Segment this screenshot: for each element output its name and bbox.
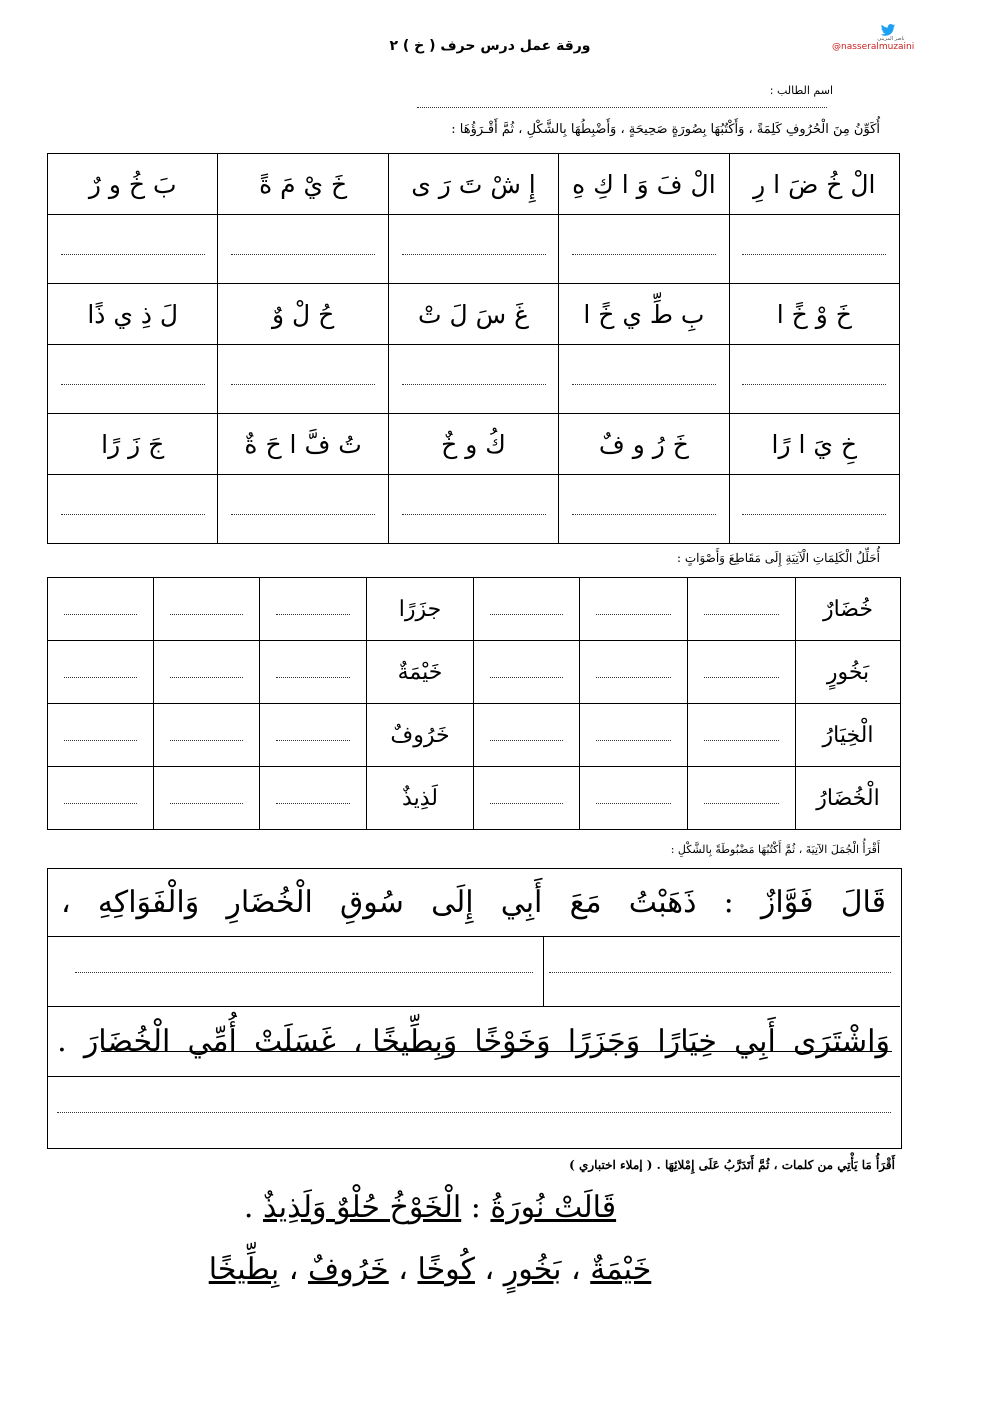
divider xyxy=(47,1076,900,1077)
letters-row xyxy=(48,414,900,475)
twitter-badge xyxy=(832,24,938,52)
syllable-cell[interactable] xyxy=(260,578,367,641)
sentence-word: الْخُضَارَ xyxy=(83,1023,171,1059)
letters-cell: لَ ذِ ي ذًا xyxy=(48,284,218,345)
letters-cell: جَ زَ رًا xyxy=(48,414,218,475)
student-name-label: اسم الطالب : xyxy=(769,84,833,97)
syllable-cell[interactable] xyxy=(688,767,796,830)
sentence-word: وَبِطِّيخًا ، xyxy=(353,1023,458,1059)
syllable-cell[interactable] xyxy=(48,704,154,767)
sentence-word: سُوقِ xyxy=(339,884,404,920)
syllable-cell[interactable] xyxy=(260,641,367,704)
sentence-word: ذَهَبْتُ xyxy=(628,884,697,920)
student-name-line[interactable] xyxy=(417,97,827,108)
answer-cell[interactable] xyxy=(218,345,388,414)
letters-cell: خَ يْ مَ ةً xyxy=(218,154,388,215)
letters-cell: بِ طِّ ي خً ا xyxy=(559,284,729,345)
syllable-cell[interactable] xyxy=(154,767,260,830)
sentence-word: أَبِي xyxy=(500,884,543,920)
syllable-cell[interactable] xyxy=(688,641,796,704)
dictation-word: بَخُورٍ xyxy=(503,1252,562,1287)
dictation-line-1 xyxy=(150,1190,710,1225)
dictation-punct: . xyxy=(243,1190,254,1225)
write-line[interactable] xyxy=(57,1112,891,1113)
answer-row xyxy=(48,215,900,284)
section4-instruction: أَقْرَأُ مَا يَأْتِي من كلمات ، ثُمَّ أَتَدَرَّبُ عَلَى إِمْلائِهَا . ( إملاء اختباري ) xyxy=(569,1158,895,1172)
answer-cell[interactable] xyxy=(48,345,218,414)
syllable-cell[interactable] xyxy=(48,767,154,830)
syllable-cell[interactable] xyxy=(474,641,580,704)
letters-cell: إِ شْ تَ رَ ى xyxy=(388,154,558,215)
syllable-cell[interactable] xyxy=(580,767,688,830)
dictation-punct: : xyxy=(470,1190,481,1225)
dictation-punct: ، xyxy=(571,1252,581,1287)
divider xyxy=(47,936,900,937)
sentence-word: وَخَوْخًا xyxy=(474,1023,551,1059)
sentence-word: إِلَى xyxy=(431,884,474,920)
word-cell: خُضَارٌ xyxy=(796,578,901,641)
syllables-row xyxy=(48,704,901,767)
student-name-row xyxy=(355,84,833,111)
syllable-cell[interactable] xyxy=(474,578,580,641)
sentence-word: : xyxy=(723,884,734,920)
dictation-word: خَيْمَةٌ xyxy=(590,1252,652,1287)
syllable-cell[interactable] xyxy=(48,641,154,704)
answer-cell[interactable] xyxy=(729,475,899,544)
answer-row xyxy=(48,475,900,544)
word-cell: لَذِيذٌ xyxy=(367,767,474,830)
answer-cell[interactable] xyxy=(559,345,729,414)
sentence-word: أُمِّي xyxy=(187,1023,237,1059)
letters-cell: الْ فَ وَ ا كِ هِ xyxy=(559,154,729,215)
word-cell: جزَرًا xyxy=(367,578,474,641)
letters-cell: حُ لْ وٌ xyxy=(218,284,388,345)
letters-table xyxy=(47,153,900,544)
sentence-word: . xyxy=(57,1023,67,1059)
dictation-punct: ، xyxy=(288,1252,299,1287)
syllable-cell[interactable] xyxy=(154,578,260,641)
write-line[interactable] xyxy=(75,972,533,973)
answer-cell[interactable] xyxy=(48,215,218,284)
syllable-cell[interactable] xyxy=(154,704,260,767)
letters-cell: بَ خُ و رٌ xyxy=(48,154,218,215)
word-cell: الْخُضَارُ xyxy=(796,767,901,830)
answer-cell[interactable] xyxy=(559,215,729,284)
letters-row xyxy=(48,284,900,345)
sentence-word: فَوَّازٌ xyxy=(760,884,814,920)
sentence-1 xyxy=(47,868,900,936)
answer-cell[interactable] xyxy=(388,215,558,284)
sentence-word: خِيَارًا xyxy=(657,1023,717,1059)
syllable-cell[interactable] xyxy=(474,704,580,767)
syllable-cell[interactable] xyxy=(688,704,796,767)
answer-cell[interactable] xyxy=(729,215,899,284)
answer-cell[interactable] xyxy=(48,475,218,544)
section2-instruction: أُحَلِّلُ الْكَلِمَاتِ الْآتِيَةِ إِلَى مَقَاطِعَ وَأَصْوَاتٍ : xyxy=(676,551,880,565)
write-line[interactable] xyxy=(549,972,891,973)
answer-cell[interactable] xyxy=(218,475,388,544)
syllable-cell[interactable] xyxy=(474,767,580,830)
letters-cell: خَ رُ و فٌ xyxy=(559,414,729,475)
sentence-word: أَبِي xyxy=(734,1023,776,1059)
section3-instruction: أَقْرَأُ الْجُمَلَ الآتِيَةَ ، ثُمَّ أَكْتُبُهَا مَضْبُوطَةً بِالشَّكْلِ : xyxy=(670,843,880,856)
syllable-cell[interactable] xyxy=(580,578,688,641)
syllable-cell[interactable] xyxy=(260,767,367,830)
divider xyxy=(543,937,544,1006)
twitter-name: ناصر المزيني xyxy=(877,36,905,42)
dictation-word: كُوخًا xyxy=(417,1252,475,1287)
answer-cell[interactable] xyxy=(729,345,899,414)
sentence-word: وَاشْتَرَى xyxy=(792,1023,890,1059)
letters-cell: غَ سَ لَ تْ xyxy=(388,284,558,345)
section1-instruction: أُكَوِّنُ مِنَ الْحُرُوفِ كَلِمَةً ، وَأَكْتُبُهَا بِصُورَةٍ صَحِيحَةٍ ، وَأَضْبِطُهَا بِالشَّكْلِ ، ثُمَّ أَقْـرَؤُهَا : xyxy=(451,122,880,137)
syllables-row xyxy=(48,641,901,704)
dictation-phrase: قَالَتْ نُورَةُ xyxy=(490,1190,617,1225)
syllable-cell[interactable] xyxy=(580,704,688,767)
dictation-phrase: الْخَوْخُ حُلْوٌ وَلَذِيذٌ xyxy=(262,1190,462,1225)
syllable-cell[interactable] xyxy=(260,704,367,767)
answer-cell[interactable] xyxy=(388,475,558,544)
answer-row xyxy=(48,345,900,414)
letters-cell: تُ فَّ ا حَ ةٌ xyxy=(218,414,388,475)
answer-cell[interactable] xyxy=(388,345,558,414)
sentence-word: غَسَلَتْ xyxy=(254,1023,336,1059)
twitter-bird-icon xyxy=(880,24,896,36)
letters-row xyxy=(48,154,900,215)
twitter-handle: @nasseralmuzaini xyxy=(832,42,915,52)
syllables-table xyxy=(47,577,901,830)
answer-cell[interactable] xyxy=(559,475,729,544)
syllables-row xyxy=(48,767,901,830)
answer-cell[interactable] xyxy=(218,215,388,284)
sentence-word: ، xyxy=(61,884,71,920)
sentence-word: الْخُضَارِ xyxy=(226,884,313,920)
sentence-2 xyxy=(47,1006,900,1076)
sentence-word: وَجَزَرًا xyxy=(567,1023,641,1059)
syllable-cell[interactable] xyxy=(48,578,154,641)
dictation-punct: ، xyxy=(398,1252,408,1287)
word-cell: خَرُوفٌ xyxy=(367,704,474,767)
syllable-cell[interactable] xyxy=(154,641,260,704)
syllables-row xyxy=(48,578,901,641)
sentence-word: قَالَ xyxy=(840,884,886,920)
word-cell: الْخِيَارُ xyxy=(796,704,901,767)
letters-cell: خِ يَ ا رًا xyxy=(729,414,899,475)
word-cell: بَخُورٍ xyxy=(796,641,901,704)
page-title: ورقة عمل درس حرف ( خ ) ٢ xyxy=(389,38,591,54)
sentence-word: مَعَ xyxy=(569,884,602,920)
dictation-punct: ، xyxy=(484,1252,495,1287)
syllable-cell[interactable] xyxy=(688,578,796,641)
dictation-word: خَرُوفٌ xyxy=(308,1252,389,1287)
word-cell: خَيْمَةٌ xyxy=(367,641,474,704)
sentence-word: وَالْفَوَاكِهِ xyxy=(97,884,200,920)
letters-cell: الْ خُ ضَ ا رِ xyxy=(729,154,899,215)
syllable-cell[interactable] xyxy=(580,641,688,704)
dictation-word: بِطِّيخًا xyxy=(208,1252,280,1287)
letters-cell: خَ وْ خً ا xyxy=(729,284,899,345)
underline xyxy=(101,1051,892,1052)
letters-cell: كُ و خٌ xyxy=(388,414,558,475)
dictation-line-2 xyxy=(150,1252,710,1287)
